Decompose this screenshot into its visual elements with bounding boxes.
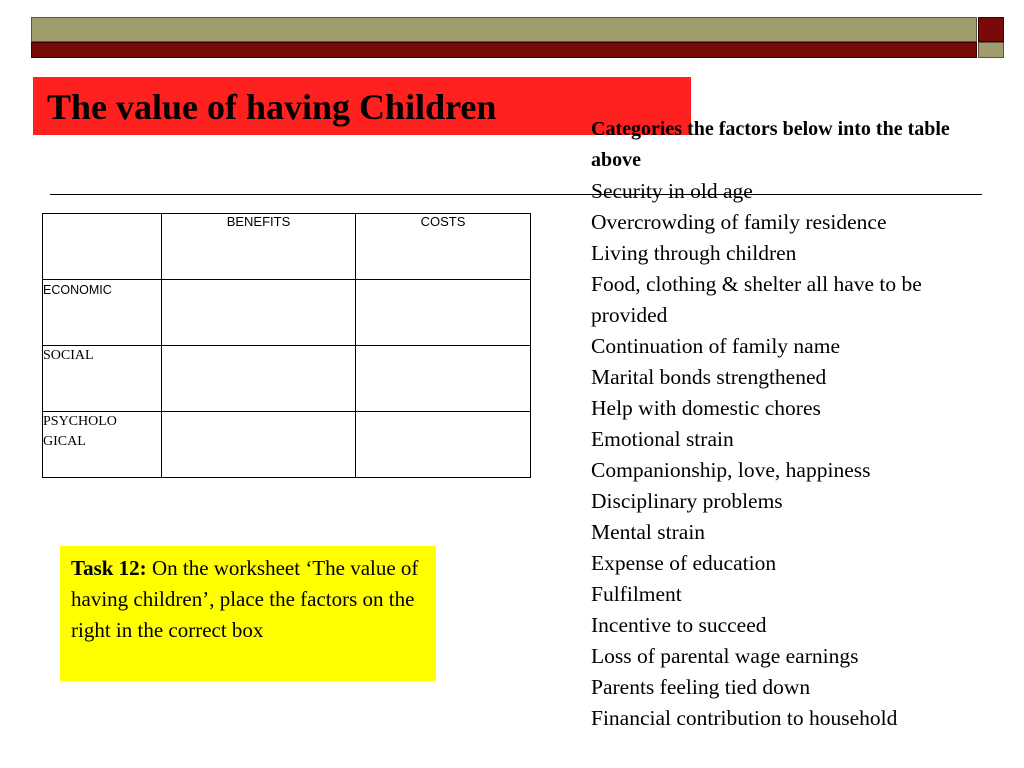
list-item: Companionship, love, happiness (591, 458, 871, 482)
list-item: Loss of parental wage earnings (591, 644, 859, 668)
list-item: Marital bonds strengthened (591, 365, 827, 389)
row-header-economic: ECONOMIC (43, 280, 162, 346)
task-label: Task 12: (71, 556, 147, 580)
list-item: Financial contribution to household (591, 706, 898, 730)
table-row (43, 280, 531, 346)
list-item: Food, clothing & shelter all have to be provided (591, 272, 922, 327)
list-item: Mental strain (591, 520, 706, 544)
list-item: Fulfilment (591, 582, 682, 606)
list-item: Expense of education (591, 551, 777, 575)
factors-panel (591, 114, 981, 734)
list-item: Emotional strain (591, 427, 734, 451)
row-header-psychological: PSYCHOLO GICAL (43, 412, 162, 478)
list-item: Parents feeling tied down (591, 675, 811, 699)
task-box (60, 546, 436, 681)
cell-economic-benefits[interactable] (162, 280, 356, 346)
task-text: On the worksheet ‘The value of having children’, place the factors on the right in the correct box (71, 556, 419, 642)
table-row (43, 346, 531, 412)
list-item: Disciplinary problems (591, 489, 783, 513)
slide-title: The value of having Children (47, 87, 497, 127)
row-header-social: SOCIAL (43, 346, 162, 412)
list-item: Overcrowding of family residence (591, 210, 887, 234)
corner-square-maroon (978, 17, 1004, 42)
column-header-costs: COSTS (356, 214, 531, 280)
cell-economic-costs[interactable] (356, 280, 531, 346)
table-corner-cell (43, 214, 162, 280)
list-item: Living through children (591, 241, 797, 265)
table-row (43, 412, 531, 478)
cell-social-costs[interactable] (356, 346, 531, 412)
cell-psychological-benefits[interactable] (162, 412, 356, 478)
factors-list (591, 176, 981, 734)
header-band-olive (31, 17, 977, 42)
header-band-maroon (31, 42, 977, 58)
list-item: Security in old age (591, 179, 753, 203)
list-item: Help with domestic chores (591, 396, 821, 420)
corner-square-olive (978, 42, 1004, 58)
benefits-costs-table (42, 213, 531, 478)
column-header-benefits: BENEFITS (162, 214, 356, 280)
list-item: Continuation of family name (591, 334, 840, 358)
cell-psychological-costs[interactable] (356, 412, 531, 478)
table-header-row (43, 214, 531, 280)
list-item: Incentive to succeed (591, 613, 767, 637)
cell-social-benefits[interactable] (162, 346, 356, 412)
factors-heading: Categories the factors below into the table above (591, 118, 950, 171)
